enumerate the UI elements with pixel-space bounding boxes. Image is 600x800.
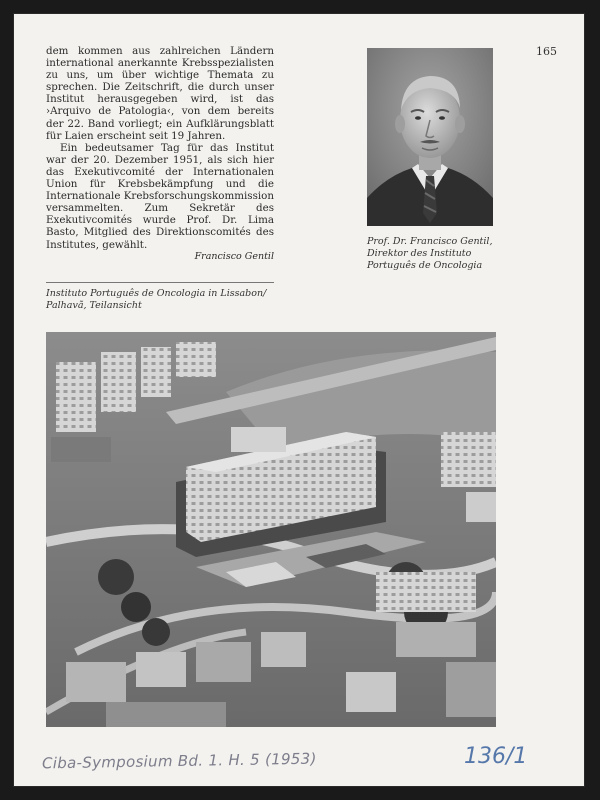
portrait-caption xyxy=(367,236,527,272)
handwritten-reference-note: Ciba-Symposium Bd. 1. H. 5 (1953) xyxy=(41,749,317,773)
portrait-caption-line-2: Direktor des Instituto xyxy=(367,248,472,259)
portrait-photo xyxy=(367,48,493,226)
author-signature: Francisco Gentil xyxy=(194,250,274,262)
page-number: 165 xyxy=(536,45,557,58)
paragraph-2-text: Ein bedeutsamer Tag für das Institut war der 20. Dezember 1951, als sich hier das Exekutivcomité der Internationalen Union für Krebsbekämpfung und die Internationale Krebsforschungskommission versammelten. Zum Sekretär des Exekutivcomités wurde Prof. Dr. Lima Basto, Mitglied des Direktionscomités des Institutes, gewählt. xyxy=(46,141,274,251)
portrait-caption-line-3: Português de Oncologia xyxy=(367,260,483,271)
body-text xyxy=(46,45,274,263)
building-photo-caption: Instituto Português de Oncologia in Lissabon/ Palhavã, Teilansicht xyxy=(46,288,267,311)
portrait-caption-line-1: Prof. Dr. Francisco Gentil, xyxy=(367,236,493,247)
paragraph-2 xyxy=(46,142,274,263)
handwritten-catalog-number: 136/1 xyxy=(464,744,528,769)
caption-divider xyxy=(46,282,274,283)
paragraph-1: dem kommen aus zahlreichen Ländern international anerkannte Krebsspezialisten zu uns, um über wichtige Themata zu sprechen. Die Zeitschrift, die durch unser Institut herausgegeben wird, ist das ›Arquivo de Patologia‹, von dem bereits der 22. Band vorliegt; ein Aufklärungsblatt für Laien erscheint seit 19 Jahren. xyxy=(46,45,274,142)
document-page xyxy=(14,14,584,786)
aerial-photo xyxy=(46,332,496,727)
